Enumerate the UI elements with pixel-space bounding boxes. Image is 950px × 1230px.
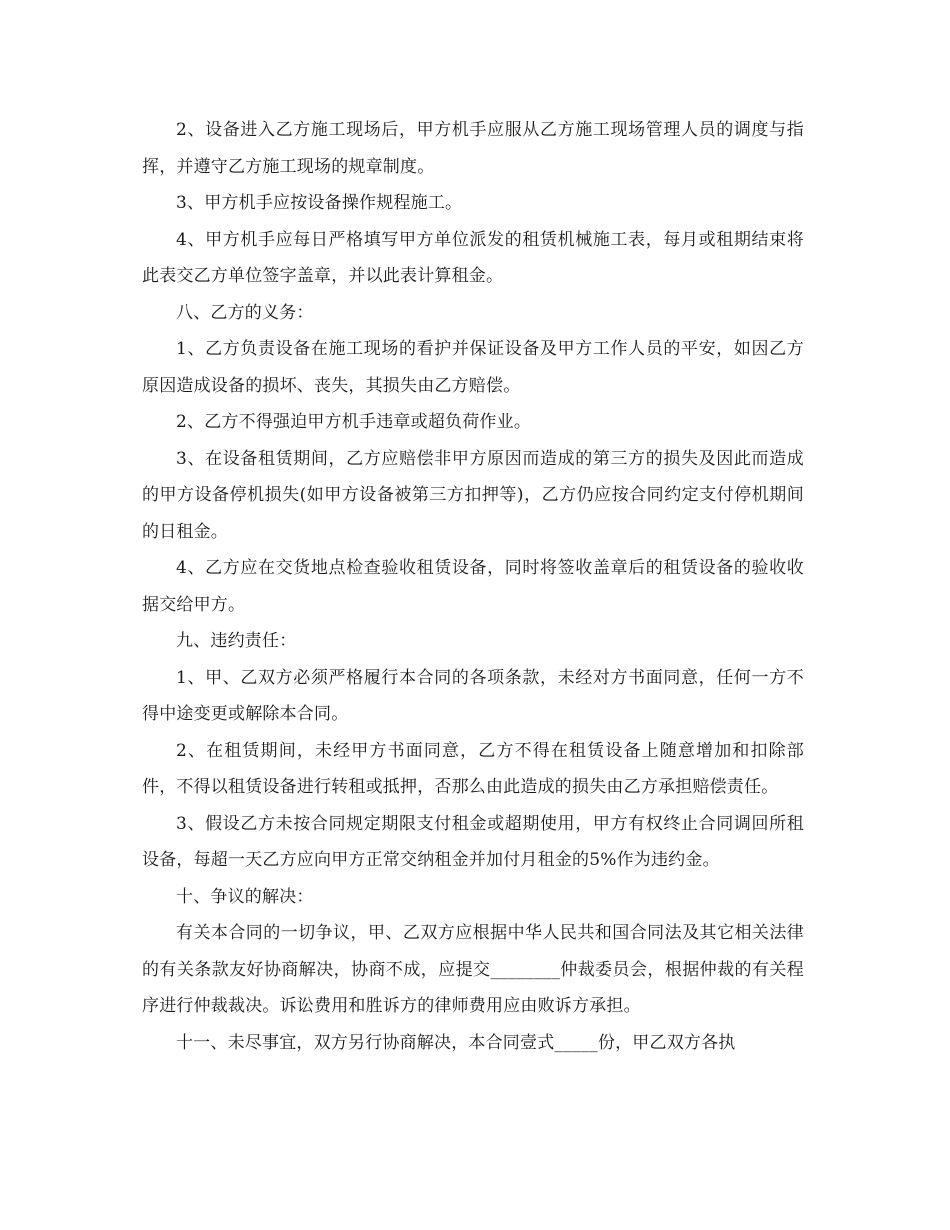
clause-7-2: 2、设备进入乙方施工现场后，甲方机手应服从乙方施工现场管理人员的调度与指挥，并遵守乙方施工现场的规章制度。 [142,120,804,177]
clause-11: 十一、未尽事宜，双方另行协商解决，本合同壹式_____份，甲乙双方各执 [176,1032,736,1053]
contract-body [142,112,804,1061]
clause-9-2: 2、在租赁期间，未经甲方书面同意，乙方不得在租赁设备上随意增加和扣除部件，不得以租赁设备进行转租或抵押，否那么由此造成的损失由乙方承担赔偿责任。 [142,740,804,797]
clause-9-3: 3、假设乙方未按合同规定期限支付租金或超期使用，甲方有权终止合同调回所租设备，每超一天乙方应向甲方正常交纳租金并加付月租金的5%作为违约金。 [142,813,804,870]
clause-8-4: 4、乙方应在交货地点检查验收租赁设备，同时将签收盖章后的租赁设备的验收收据交给甲方。 [142,558,804,615]
clause-8-3: 3、在设备租赁期间，乙方应赔偿非甲方原因而造成的第三方的损失及因此而造成的甲方设备停机损失(如甲方设备被第三方扣押等)，乙方仍应按合同约定支付停机期间的日租金。 [142,448,804,542]
clause-9-1: 1、甲、乙双方必须严格履行本合同的各项条款，未经对方书面同意，任何一方不得中途变更或解除本合同。 [142,667,804,724]
clause-7-4: 4、甲方机手应每日严格填写甲方单位派发的租赁机械施工表，每月或租期结束将此表交乙方单位签字盖章，并以此表计算租金。 [142,229,804,286]
clause-7-3: 3、甲方机手应按设备操作规程施工。 [176,193,463,213]
section-heading-8: 八、乙方的义务： [176,302,314,323]
clause-8-1: 1、乙方负责设备在施工现场的看护并保证设备及甲方工作人员的平安，如因乙方原因造成设备的损坏、丧失，其损失由乙方赔偿。 [142,339,804,396]
section-heading-10: 十、争议的解决： [176,886,314,907]
section-heading-9: 九、违约责任： [176,631,297,651]
clause-8-2: 2、乙方不得强迫甲方机手违章或超负荷作业。 [176,412,532,432]
clause-10-body: 有关本合同的一切争议，甲、乙双方应根据中华人民共和国合同法及其它相关法律的有关条款友好协商解决，协商不成，应提交________仲裁委员会，根据仲裁的有关程序进行仲裁裁决。诉讼费用和胜诉方的律师费用应由败诉方承担。 [142,923,804,1016]
